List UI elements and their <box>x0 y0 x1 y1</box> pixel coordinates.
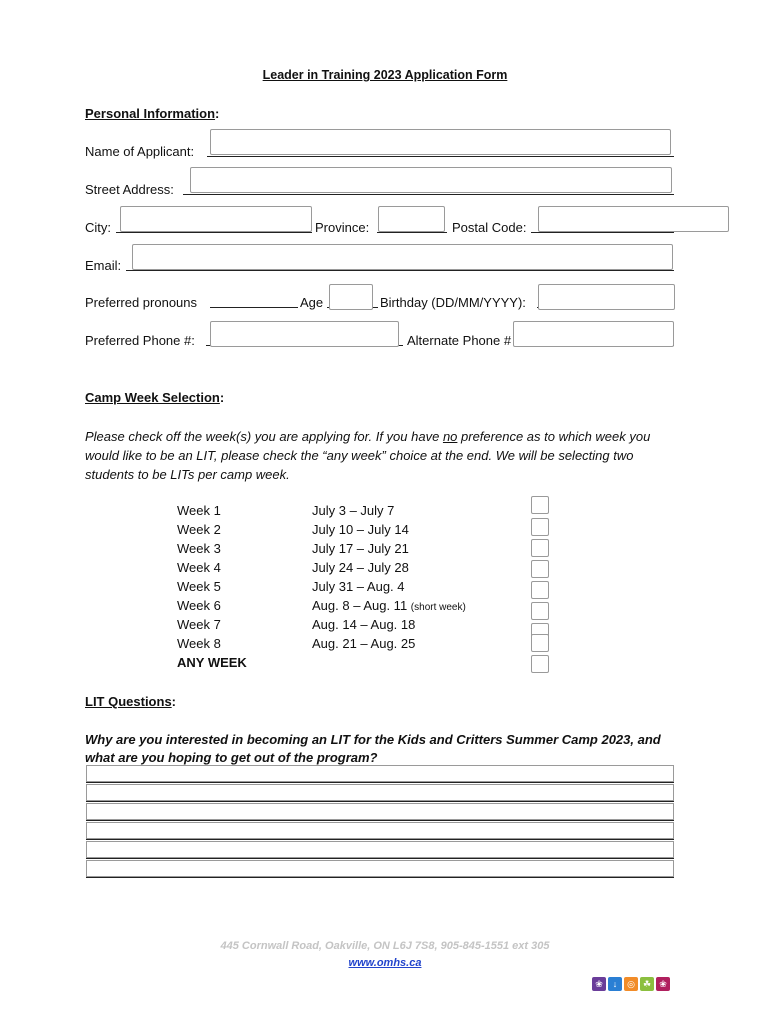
email-input[interactable] <box>132 244 673 270</box>
alt-phone-label: Alternate Phone # <box>407 333 512 348</box>
answer-field-1[interactable] <box>86 765 674 782</box>
week-5-dates: July 31 – Aug. 4 <box>312 579 405 594</box>
any-week-checkbox[interactable] <box>531 655 549 673</box>
week-4-checkbox[interactable] <box>531 560 549 578</box>
name-label: Name of Applicant: <box>85 144 195 159</box>
answer-underline <box>86 801 674 802</box>
paw-icon: ❀ <box>592 977 606 991</box>
week-6-label: Week 6 <box>177 598 221 613</box>
answer-field-6[interactable] <box>86 860 674 877</box>
week-6-note: (short week) <box>410 602 466 613</box>
age-input[interactable] <box>329 284 373 310</box>
heading-colon: : <box>171 694 177 709</box>
week-2-dates: July 10 – July 14 <box>312 522 409 537</box>
week-6-dates: Aug. 8 – Aug. 11 <box>312 598 408 613</box>
answer-field-3[interactable] <box>86 803 674 820</box>
pronouns-underline <box>210 307 298 308</box>
week-8-checkbox[interactable] <box>531 634 549 652</box>
instructions-text-1: Please check off the week(s) you are applying for. If you have <box>85 429 443 444</box>
age-label: Age <box>300 295 324 310</box>
camp-instructions <box>85 427 685 484</box>
any-week-label: ANY WEEK <box>177 655 247 670</box>
pronouns-label: Preferred pronouns <box>85 295 198 310</box>
postal-code-input[interactable] <box>538 206 729 232</box>
answer-field-4[interactable] <box>86 822 674 839</box>
camp-week-heading-text: Camp Week Selection <box>85 390 220 405</box>
name-underline <box>207 156 674 157</box>
week-4-dates: July 24 – July 28 <box>312 560 409 575</box>
week-8-label: Week 8 <box>177 636 221 651</box>
heading-colon: : <box>215 106 220 121</box>
week-3-checkbox[interactable] <box>531 539 549 557</box>
city-input[interactable] <box>120 206 312 232</box>
postal-code-label: Postal Code: <box>452 220 527 235</box>
footer-icon-strip <box>592 977 670 991</box>
week-7-dates: Aug. 14 – Aug. 18 <box>312 617 416 632</box>
personal-info-heading-text: Personal Information <box>85 106 216 121</box>
email-underline <box>126 270 674 271</box>
week-3-label: Week 3 <box>177 541 221 556</box>
leaf-icon: ☘ <box>640 977 654 991</box>
answer-underline <box>86 877 674 878</box>
week-8-dates: Aug. 21 – Aug. 25 <box>312 636 416 651</box>
footer-website-link[interactable]: www.omhs.ca <box>348 957 422 969</box>
instructions-no: no <box>442 429 458 444</box>
answer-field-5[interactable] <box>86 841 674 858</box>
answer-underline <box>86 858 674 859</box>
phone-input[interactable] <box>210 321 399 347</box>
week-4-label: Week 4 <box>177 560 221 575</box>
province-label: Province: <box>315 220 370 235</box>
birthday-input[interactable] <box>538 284 675 310</box>
lit-question-1: Why are you interested in becoming an LIT for the Kids and Critters Summer Camp 2023, and what are you hoping to get out of the program? <box>85 732 661 765</box>
city-underline <box>116 232 312 233</box>
personal-info-heading <box>85 106 219 121</box>
footer-address: 445 Cornwall Road, Oakville, ON L6J 7S8, 905-845-1551 ext 305 <box>220 940 550 952</box>
badge-icon: ◎ <box>624 977 638 991</box>
week-1-label: Week 1 <box>177 503 221 518</box>
email-label: Email: <box>85 258 122 273</box>
week-6-dates-row <box>312 598 466 613</box>
name-input[interactable] <box>210 129 671 155</box>
alt-phone-input[interactable] <box>513 321 674 347</box>
city-label: City: <box>85 220 111 235</box>
phone-label: Preferred Phone #: <box>85 333 195 348</box>
street-input[interactable] <box>190 167 672 193</box>
street-label: Street Address: <box>85 182 174 197</box>
birthday-label: Birthday (DD/MM/YYYY): <box>380 295 526 310</box>
answer-underline <box>86 820 674 821</box>
form-title: Leader in Training 2023 Application Form <box>262 68 508 82</box>
week-1-dates: July 3 – July 7 <box>312 503 395 518</box>
week-3-dates: July 17 – July 21 <box>312 541 409 556</box>
week-5-label: Week 5 <box>177 579 221 594</box>
street-underline <box>183 194 674 195</box>
answer-field-2[interactable] <box>86 784 674 801</box>
arrow-icon: ↓ <box>608 977 622 991</box>
camp-week-heading <box>85 390 224 405</box>
week-2-label: Week 2 <box>177 522 221 537</box>
week-2-checkbox[interactable] <box>531 518 549 536</box>
answer-underline <box>86 782 674 783</box>
week-5-checkbox[interactable] <box>531 581 549 599</box>
week-7-label: Week 7 <box>177 617 221 632</box>
instructions-text-2: preference as to which week you would like to be an LIT, please check the “any week” choice at the end. We will be selecting two students to be LITs per camp week. <box>85 429 651 482</box>
province-underline <box>377 232 447 233</box>
lit-questions-heading <box>85 694 176 709</box>
answer-underline <box>86 839 674 840</box>
heading-colon: : <box>219 390 225 405</box>
paw-icon-2: ❀ <box>656 977 670 991</box>
week-6-checkbox[interactable] <box>531 602 549 620</box>
lit-questions-heading-text: LIT Questions <box>85 694 172 709</box>
province-input[interactable] <box>378 206 445 232</box>
week-1-checkbox[interactable] <box>531 496 549 514</box>
postal-code-underline <box>531 232 674 233</box>
